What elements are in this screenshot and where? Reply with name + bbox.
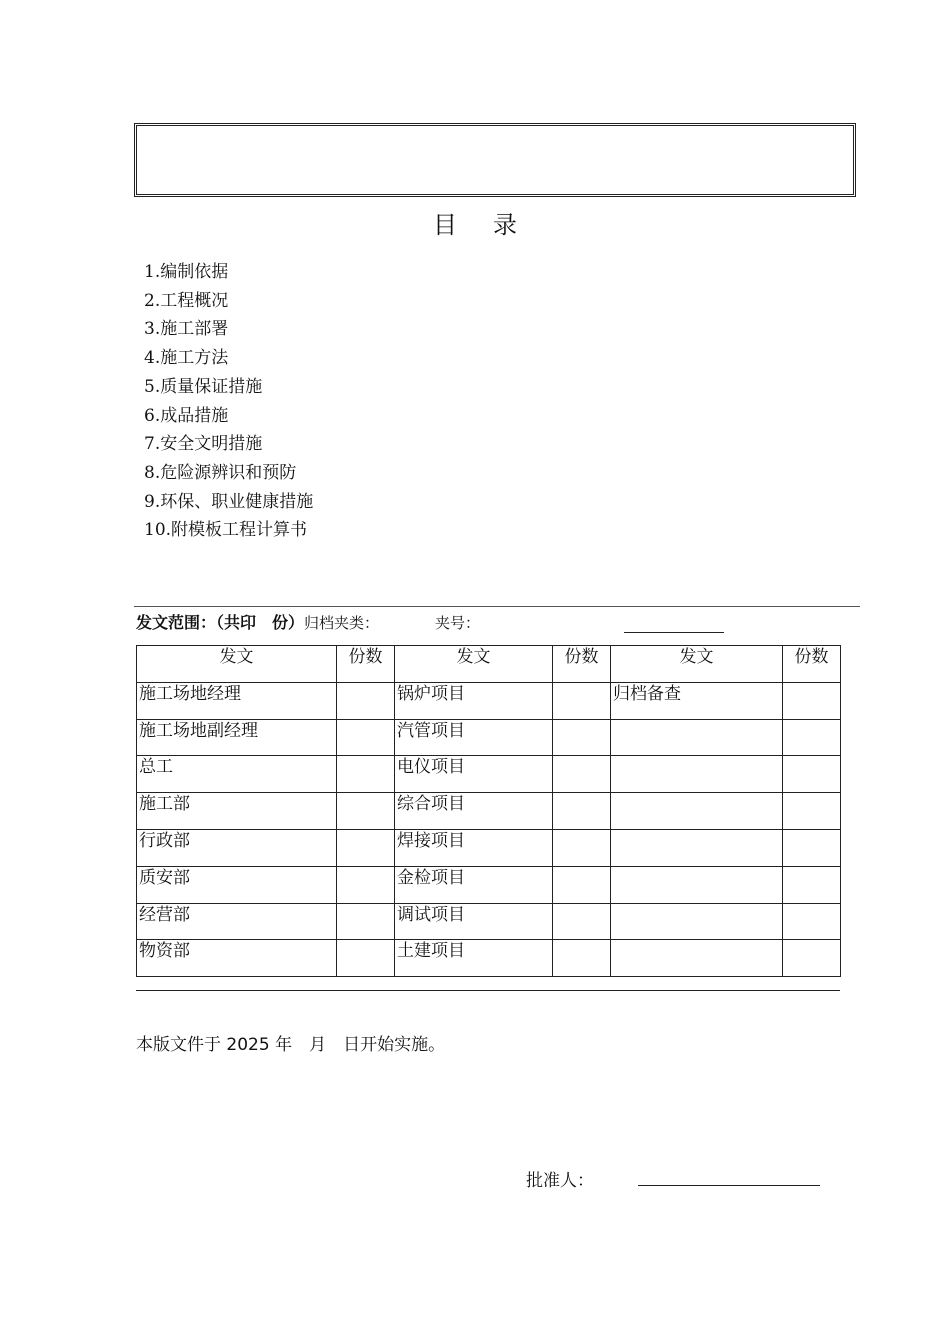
toc-item: 4.施工方法	[144, 348, 229, 369]
copies-cell	[783, 829, 841, 866]
recipient-cell: 土建项目	[395, 940, 553, 977]
recipient-cell: 总工	[137, 756, 337, 793]
table-row	[137, 829, 841, 866]
table-header-cell: 发文	[611, 646, 783, 683]
toc-title: 目录	[433, 211, 553, 239]
table-row	[137, 682, 841, 719]
toc-item: 8.危险源辨识和预防	[144, 462, 297, 483]
effective-date-text: 本版文件于 2025 年 月 日开始实施。	[136, 1035, 446, 1055]
copies-cell	[783, 866, 841, 903]
copies-cell	[337, 829, 395, 866]
table-row	[137, 756, 841, 793]
toc-item: 9.环保、职业健康措施	[144, 491, 314, 512]
recipient-cell	[611, 866, 783, 903]
recipient-cell	[611, 719, 783, 756]
archive-category-label: 归档夹类：	[304, 614, 380, 632]
recipient-cell: 施工场地经理	[137, 682, 337, 719]
approver-label: 批准人：	[526, 1171, 594, 1191]
table-header-cell: 发文	[137, 646, 337, 683]
recipient-cell	[611, 903, 783, 940]
toc-item: 3.施工部署	[144, 319, 229, 340]
recipient-cell: 施工部	[137, 793, 337, 830]
folder-number-label: 夹号：	[435, 614, 481, 632]
toc-item: 2.工程概况	[144, 290, 229, 311]
recipient-cell: 金检项目	[395, 866, 553, 903]
copies-cell	[337, 719, 395, 756]
toc-item: 7.安全文明措施	[144, 434, 263, 455]
recipient-cell: 调试项目	[395, 903, 553, 940]
copies-cell	[553, 866, 611, 903]
copies-cell	[337, 940, 395, 977]
recipient-cell: 物资部	[137, 940, 337, 977]
copies-cell	[553, 682, 611, 719]
table-header-cell: 份数	[553, 646, 611, 683]
copies-cell	[553, 903, 611, 940]
table-header-cell: 发文	[395, 646, 553, 683]
table-row	[137, 940, 841, 977]
copies-cell	[783, 903, 841, 940]
toc-item: 6.成品措施	[144, 405, 229, 426]
recipient-cell: 汽管项目	[395, 719, 553, 756]
recipient-cell: 质安部	[137, 866, 337, 903]
copies-cell	[553, 719, 611, 756]
copies-cell	[337, 866, 395, 903]
copies-cell	[337, 903, 395, 940]
copies-cell	[337, 756, 395, 793]
copies-cell	[337, 793, 395, 830]
distribution-line	[136, 610, 480, 634]
recipient-cell	[611, 940, 783, 977]
recipient-cell: 锅炉项目	[395, 682, 553, 719]
copies-cell	[553, 793, 611, 830]
table-row	[137, 866, 841, 903]
toc-list	[144, 258, 313, 545]
copies-cell	[783, 719, 841, 756]
copies-cell	[783, 756, 841, 793]
table-row	[137, 793, 841, 830]
recipient-cell: 综合项目	[395, 793, 553, 830]
recipient-cell	[611, 793, 783, 830]
folder-number-blank	[624, 632, 724, 633]
toc-item: 5.质量保证措施	[144, 376, 263, 397]
recipient-cell: 归档备查	[611, 682, 783, 719]
copies-cell	[553, 829, 611, 866]
table-header-row	[137, 646, 841, 683]
distribution-scope-label: 发文范围：（共印 份）	[136, 613, 305, 632]
divider	[136, 990, 840, 991]
recipient-cell: 施工场地副经理	[137, 719, 337, 756]
table-header-cell: 份数	[783, 646, 841, 683]
table-row	[137, 903, 841, 940]
recipient-cell	[611, 829, 783, 866]
recipient-cell: 焊接项目	[395, 829, 553, 866]
copies-cell	[783, 793, 841, 830]
copies-cell	[553, 940, 611, 977]
toc-item: 10.附模板工程计算书	[144, 520, 308, 541]
copies-cell	[553, 756, 611, 793]
recipient-cell: 行政部	[137, 829, 337, 866]
header-box	[134, 123, 856, 197]
table-row	[137, 719, 841, 756]
copies-cell	[783, 940, 841, 977]
divider	[134, 606, 860, 607]
toc-item: 1.编制依据	[144, 262, 229, 282]
table-header-cell: 份数	[337, 646, 395, 683]
recipient-cell: 经营部	[137, 903, 337, 940]
distribution-table	[136, 645, 841, 977]
recipient-cell	[611, 756, 783, 793]
copies-cell	[783, 682, 841, 719]
recipient-cell: 电仪项目	[395, 756, 553, 793]
approver-signature-blank	[638, 1185, 820, 1186]
copies-cell	[337, 682, 395, 719]
